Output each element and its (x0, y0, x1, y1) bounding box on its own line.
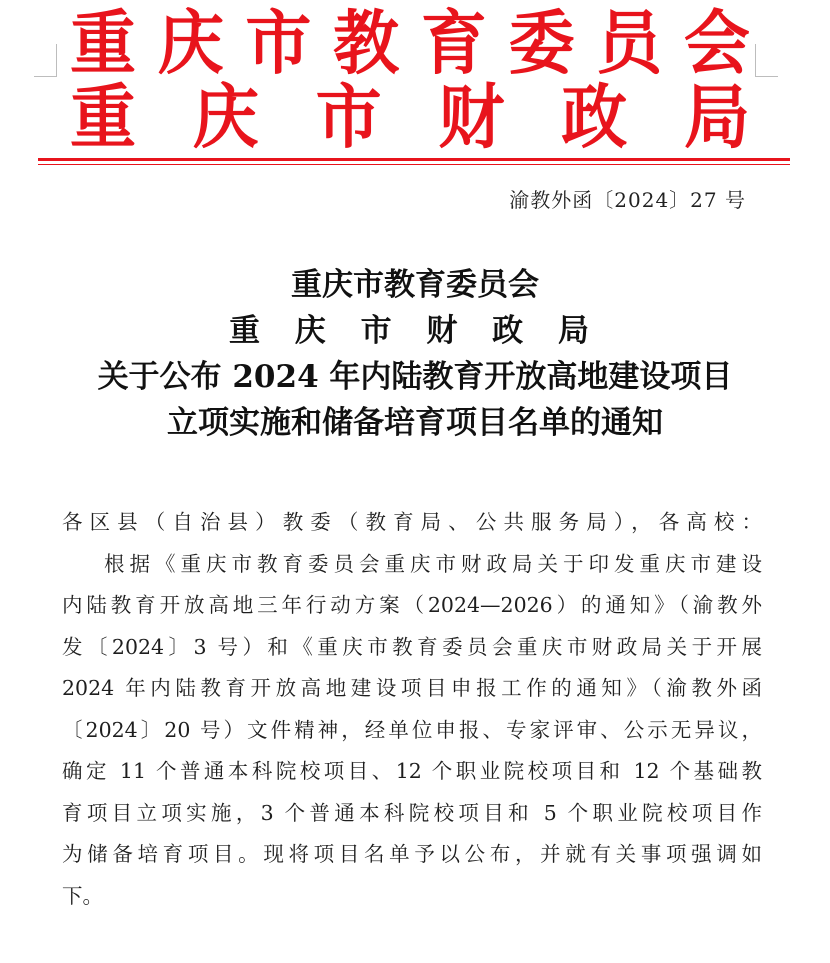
letterhead-char: 教 (333, 3, 400, 84)
paragraph-line: 发〔2024〕3 号）和《重庆市教育委员会重庆市财政局关于开展 (62, 634, 762, 659)
title-line-3: 关于公布 2024 年内陆教育开放高地建设项目 (97, 359, 733, 395)
paragraph-line: 内陆教育开放高地三年行动方案（2024—2026）的通知》（渝教外 (62, 593, 762, 617)
letterhead-char: 庆 (157, 3, 224, 84)
document-number: 渝教外函〔2024〕27 号 (509, 188, 746, 212)
letterhead-line-1 (70, 3, 750, 84)
salutation: 各区县（自治县）教委（教育局、公共服务局），各高校： (62, 510, 762, 534)
letterhead-char: 局 (683, 77, 750, 158)
letterhead-char: 庆 (192, 77, 259, 158)
paragraph-line: 2024 年内陆教育开放高地建设项目申报工作的通知》（渝教外函 (62, 676, 762, 700)
title-line-2: 重 庆 市 财 政 局 (229, 313, 601, 349)
letterhead-char: 市 (245, 3, 312, 84)
letterhead-divider-thick (38, 158, 790, 161)
paragraph-line: 确定 11 个普通本科院校项目、12 个职业院校项目和 12 个基础教 (62, 759, 762, 783)
paragraph-line: 〔2024〕20 号）文件精神，经单位申报、专家评审、公示无异议， (62, 717, 762, 742)
letterhead-char: 重 (70, 3, 136, 84)
letterhead-char: 员 (596, 3, 663, 84)
letterhead-char: 财 (438, 77, 505, 158)
document-body (62, 502, 762, 917)
paragraph-line: 根据《重庆市教育委员会重庆市财政局关于印发重庆市建设 (104, 551, 762, 576)
letterhead-char: 育 (420, 3, 487, 84)
paragraph-line: 下。 (62, 883, 103, 908)
crop-mark-left (34, 44, 57, 77)
letterhead-char: 政 (561, 77, 628, 158)
letterhead-divider-thin (38, 164, 790, 165)
crop-mark-right (755, 44, 778, 77)
letterhead-char: 会 (683, 3, 750, 84)
letterhead-char: 重 (70, 77, 136, 158)
title-line-4: 立项实施和储备培育项目名单的通知 (167, 405, 663, 441)
title-line-1: 重庆市教育委员会 (291, 267, 539, 303)
paragraph-line: 为储备培育项目。现将项目名单予以公布，并就有关事项强调如 (62, 842, 762, 866)
letterhead-line-2 (70, 77, 750, 158)
paragraph-line: 育项目立项实施，3 个普通本科院校项目和 5 个职业院校项目作 (62, 800, 762, 825)
letterhead-char: 委 (508, 3, 575, 84)
letterhead-char: 市 (315, 77, 382, 158)
document-title (0, 262, 830, 446)
